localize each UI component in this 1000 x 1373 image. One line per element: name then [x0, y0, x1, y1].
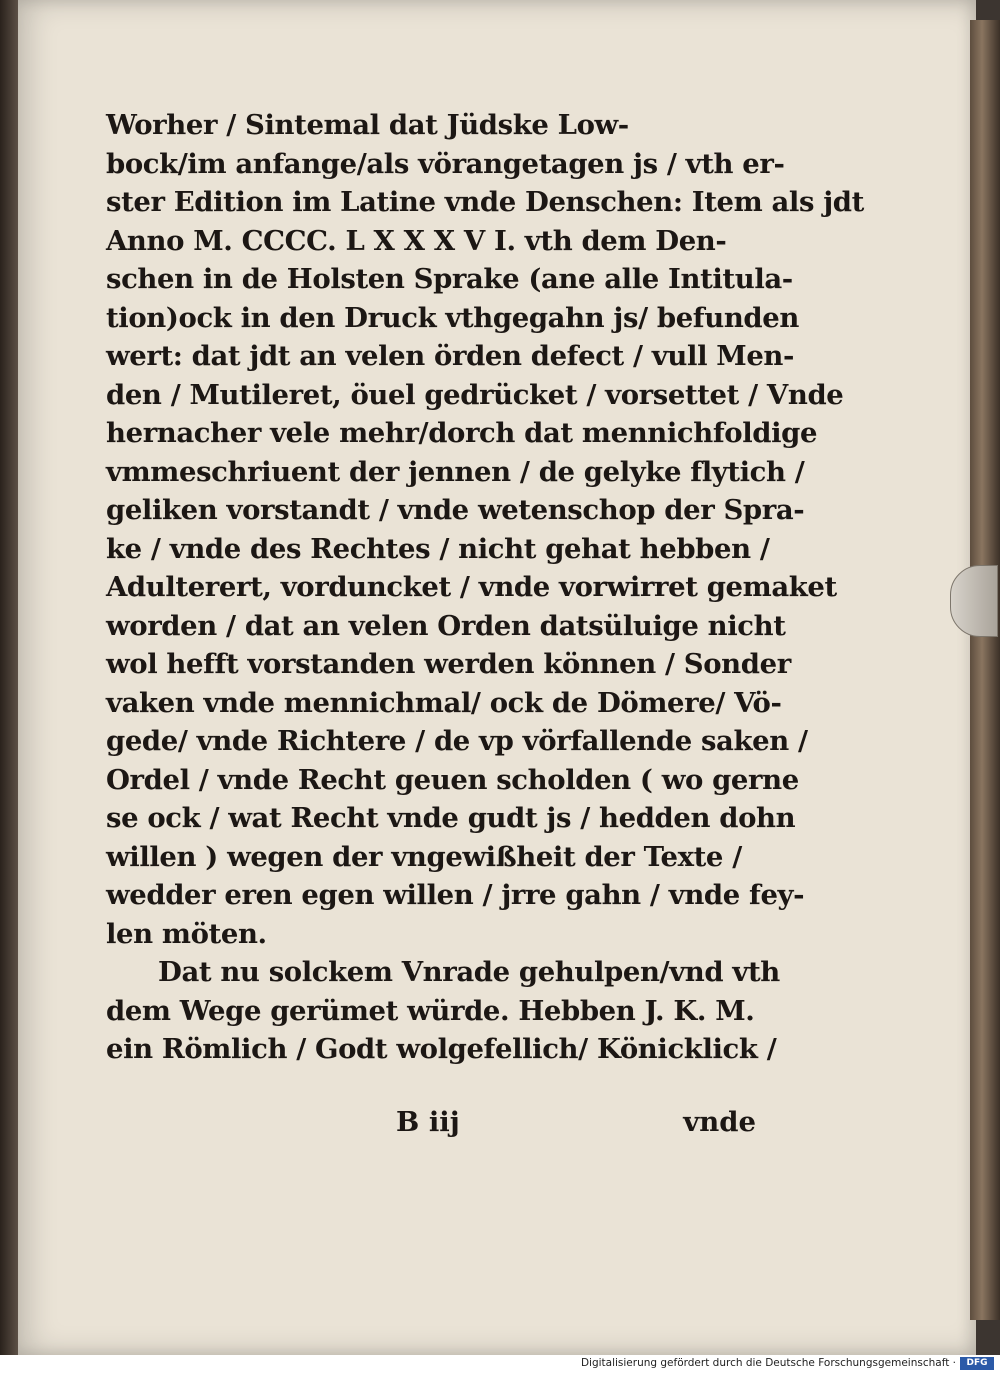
- page-clip: [950, 565, 998, 637]
- text-line: vmmeschriuent der jennen / de gelyke flytich /: [106, 455, 805, 488]
- text-line: ein Römlich / Godt wolgefellich/ Könicklick /: [106, 1033, 777, 1065]
- text-line: willen ) wegen der vngewißheit der Texte /: [106, 840, 742, 873]
- text-line: Worher / Sintemal dat Jüdske Low-: [106, 109, 629, 141]
- text-line: worden / dat an velen Orden datsüluige nicht: [106, 609, 786, 642]
- text-line: wert: dat jdt an velen örden defect / vull Men-: [106, 340, 795, 372]
- binding-shadow: [0, 0, 18, 1355]
- page-footer-line: [106, 1106, 756, 1146]
- text-line: wol hefft vorstanden werden können / Sonder: [106, 648, 791, 680]
- catchword: vnde: [683, 1106, 756, 1138]
- dfg-logo: DFG: [960, 1357, 994, 1370]
- page-edge: [970, 20, 1000, 1320]
- text-line: se ock / wat Recht vnde gudt js / hedden dohn: [106, 802, 796, 834]
- text-line: len möten.: [106, 917, 267, 950]
- text-line: hernacher vele mehr/dorch dat mennichfoldige: [106, 417, 818, 449]
- text-line: Adulterert, vorduncket / vnde vorwirret gemaket: [106, 571, 837, 603]
- text-line: tion)ock in den Druck vthgegahn js/ befunden: [106, 301, 799, 334]
- text-line: ster Edition im Latine vnde Denschen: Item als jdt: [106, 186, 864, 218]
- funding-credit: Digitalisierung gefördert durch die Deutsche Forschungsgemeinschaft ·: [580, 1357, 956, 1369]
- page-text-block: [106, 106, 864, 1069]
- text-line: bock/im anfange/als vörangetagen js / vth er-: [106, 147, 785, 180]
- text-line: vaken vnde mennichmal/ ock de Dömere/ Vö-: [106, 686, 782, 719]
- text-line: wedder eren egen willen / jrre gahn / vnde fey-: [106, 879, 805, 911]
- digitization-footer: [0, 1355, 1000, 1373]
- text-line: geliken vorstandt / vnde wetenschop der Spra-: [106, 494, 805, 526]
- text-line: Ordel / vnde Recht geuen scholden ( wo gerne: [106, 763, 799, 796]
- text-line: ke / vnde des Rechtes / nicht gehat hebben /: [106, 532, 770, 565]
- text-line: Dat nu solckem Vnrade gehulpen/vnd vth: [158, 956, 780, 988]
- text-line: Anno M. CCCC. L X X X V I. vth dem Den-: [106, 224, 727, 257]
- signature-mark: B iij: [396, 1106, 460, 1138]
- text-line: gede/ vnde Richtere / de vp vörfallende saken /: [106, 725, 808, 757]
- text-line: schen in de Holsten Sprake (ane alle Intitula-: [106, 263, 793, 295]
- text-line: den / Mutileret, öuel gedrücket / vorsettet / Vnde: [106, 378, 844, 411]
- book-page: [18, 0, 976, 1355]
- text-line: dem Wege gerümet würde. Hebben J. K. M.: [106, 994, 755, 1027]
